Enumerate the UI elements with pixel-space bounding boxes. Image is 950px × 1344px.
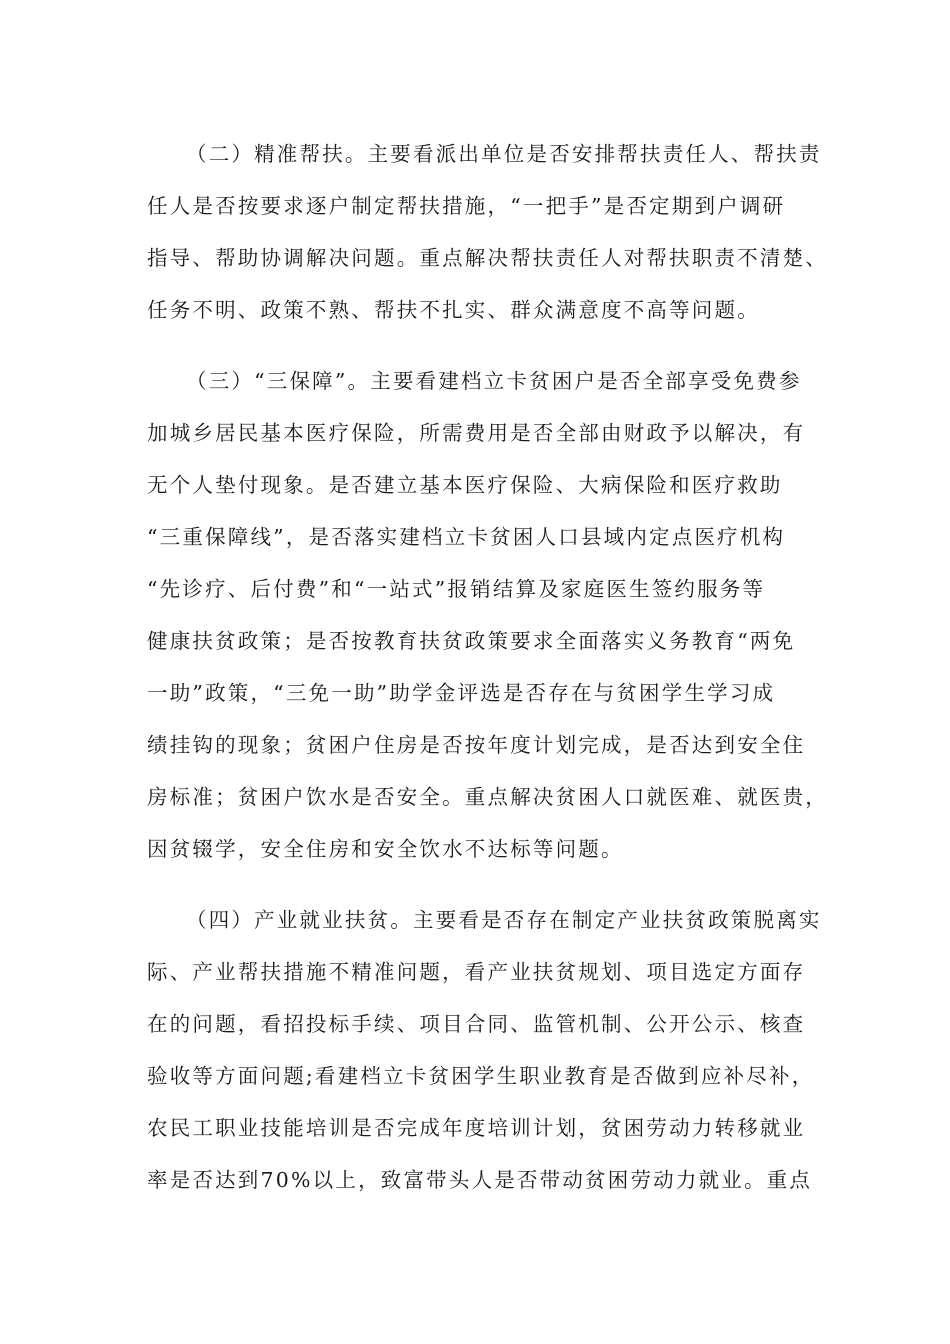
document-body: [147, 128, 827, 1225]
text-line: 任务不明、政策不熟、帮扶不扎实、群众满意度不高等问题。: [147, 298, 760, 322]
text-line: 加城乡居民基本医疗保险，所需费用是否全部由财政予以解决，有: [147, 421, 806, 445]
text-line: 验收等方面问题;看建档立卡贫困学生职业教育是否做到应补尽补，: [147, 1064, 815, 1088]
paragraph-three-guarantees: [147, 355, 827, 875]
paragraph-industry-employment: [147, 894, 827, 1206]
text-line: （四）产业就业扶贫。主要看是否存在制定产业扶贫政策脱离实: [186, 908, 822, 932]
text-line: 际、产业帮扶措施不精准问题，看产业扶贫规划、项目选定方面存: [147, 960, 806, 984]
text-line: 绩挂钩的现象；贫困户住房是否按年度计划完成，是否达到安全住: [147, 733, 806, 757]
text-line: 无个人垫付现象。是否建立基本医疗保险、大病保险和医疗救助: [147, 473, 783, 497]
text-line: （二）精准帮扶。主要看派出单位是否安排帮扶责任人、帮扶责: [186, 142, 822, 166]
text-line: 在的问题，看招投标手续、项目合同、监管机制、公开公示、核查: [147, 1012, 806, 1036]
text-line: 房标准；贫困户饮水是否安全。重点解决贫困人口就医难、就医贵，: [147, 785, 828, 809]
text-line: 因贫辍学，安全住房和安全饮水不达标等问题。: [147, 837, 624, 861]
text-line: 健康扶贫政策；是否按教育扶贫政策要求全面落实义务教育“两免: [147, 629, 796, 653]
text-line: （三）“三保障”。主要看建档立卡贫困户是否全部享受免费参: [186, 369, 802, 393]
paragraph-precise-assistance: [147, 128, 827, 336]
text-line: 指导、帮助协调解决问题。重点解决帮扶责任人对帮扶职责不清楚、: [147, 246, 828, 270]
text-line: “三重保障线”，是否落实建档立卡贫困人口县域内定点医疗机构: [147, 525, 786, 549]
text-line: 农民工职业技能培训是否完成年度培训计划，贫困劳动力转移就业: [147, 1116, 806, 1140]
text-line: “先诊疗、后付费”和“一站式”报销结算及家庭医生签约服务等: [147, 577, 766, 601]
text-line: 一助”政策，“三免一助”助学金评选是否存在与贫困学生学习成: [147, 681, 776, 705]
text-line: 率是否达到70%以上，致富带头人是否带动贫困劳动力就业。重点: [147, 1168, 813, 1192]
text-line: 任人是否按要求逐户制定帮扶措施，“一把手”是否定期到户调研: [147, 194, 786, 218]
